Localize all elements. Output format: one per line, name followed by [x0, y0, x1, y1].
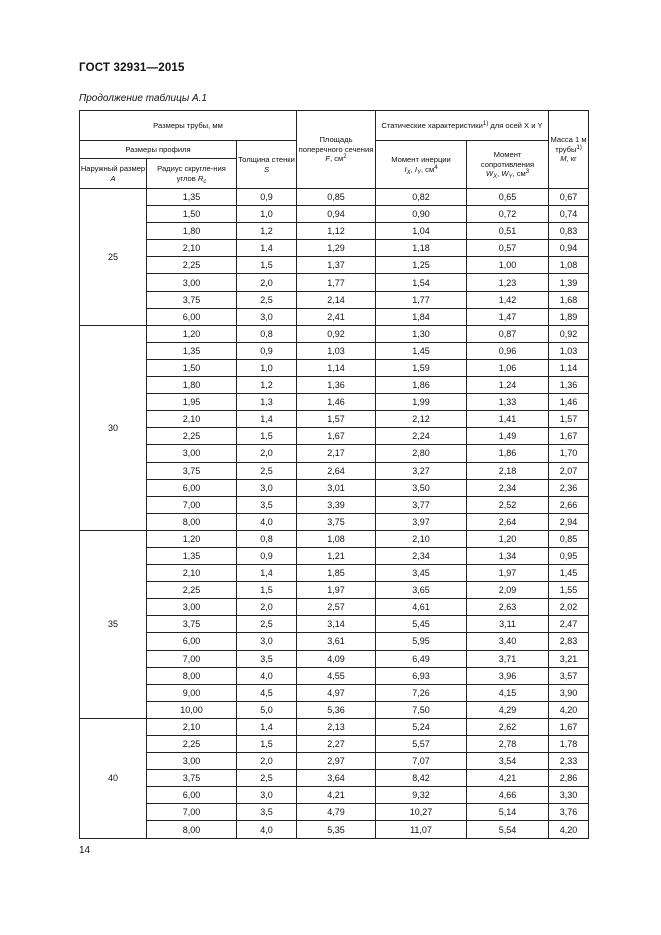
value-cell: 1,25 [376, 257, 467, 274]
value-cell: 3,65 [376, 582, 467, 599]
value-cell: 1,95 [147, 394, 237, 411]
value-cell: 5,35 [297, 821, 376, 838]
table-row [80, 308, 589, 325]
value-cell: 6,00 [147, 479, 237, 496]
value-cell: 1,55 [549, 582, 589, 599]
header-corner-radius: Радиус скругле-ния углов $R_c$ [147, 159, 237, 189]
value-cell: 2,34 [376, 547, 467, 564]
value-cell: 4,5 [237, 684, 297, 701]
value-cell: 2,78 [467, 736, 549, 753]
value-cell: 4,0 [237, 667, 297, 684]
value-cell: 3,75 [147, 291, 237, 308]
value-cell: 1,08 [549, 257, 589, 274]
table-row [80, 633, 589, 650]
value-cell: 1,4 [237, 411, 297, 428]
value-cell: 3,5 [237, 496, 297, 513]
value-cell: 1,36 [297, 377, 376, 394]
table-caption: Продолжение таблицы А.1 [79, 93, 207, 104]
value-cell: 8,00 [147, 513, 237, 530]
header-profile-dimensions: Размеры профиля [80, 141, 237, 159]
value-cell: 3,71 [467, 650, 549, 667]
value-cell: 3,96 [467, 667, 549, 684]
value-cell: 1,77 [297, 274, 376, 291]
value-cell: 3,11 [467, 616, 549, 633]
value-cell: 10,27 [376, 804, 467, 821]
table-row [80, 736, 589, 753]
value-cell: 2,17 [297, 445, 376, 462]
value-cell: 2,5 [237, 462, 297, 479]
value-cell: 2,07 [549, 462, 589, 479]
value-cell: 1,46 [549, 394, 589, 411]
value-cell: 2,57 [297, 599, 376, 616]
value-cell: 0,94 [549, 240, 589, 257]
value-cell: 3,27 [376, 462, 467, 479]
value-cell: 1,67 [297, 428, 376, 445]
table-row [80, 462, 589, 479]
value-cell: 0,57 [467, 240, 549, 257]
value-cell: 1,85 [297, 565, 376, 582]
value-cell: 3,14 [297, 616, 376, 633]
value-cell: 2,5 [237, 291, 297, 308]
value-cell: 10,00 [147, 701, 237, 718]
value-cell: 6,00 [147, 308, 237, 325]
value-cell: 3,64 [297, 770, 376, 787]
value-cell: 7,00 [147, 650, 237, 667]
value-cell: 8,00 [147, 667, 237, 684]
value-cell: 3,0 [237, 787, 297, 804]
table-row [80, 787, 589, 804]
value-cell: 1,12 [297, 223, 376, 240]
value-cell: 3,0 [237, 308, 297, 325]
table-row [80, 377, 589, 394]
value-cell: 2,62 [467, 718, 549, 735]
value-cell: 1,78 [549, 736, 589, 753]
value-cell: 3,75 [147, 462, 237, 479]
value-cell: 1,20 [467, 530, 549, 547]
value-cell: 5,36 [297, 701, 376, 718]
value-cell: 0,51 [467, 223, 549, 240]
table-row [80, 684, 589, 701]
table-row [80, 445, 589, 462]
outer-size-cell: 30 [80, 325, 147, 530]
table-row [80, 223, 589, 240]
value-cell: 0,74 [549, 206, 589, 223]
header-outer-size: Наружный размер A [80, 159, 147, 189]
value-cell: 0,8 [237, 325, 297, 342]
page-number: 14 [79, 845, 91, 856]
value-cell: 2,27 [297, 736, 376, 753]
value-cell: 9,00 [147, 684, 237, 701]
value-cell: 4,97 [297, 684, 376, 701]
value-cell: 2,52 [467, 496, 549, 513]
value-cell: 1,54 [376, 274, 467, 291]
value-cell: 2,25 [147, 428, 237, 445]
value-cell: 3,00 [147, 445, 237, 462]
table-row [80, 274, 589, 291]
value-cell: 4,21 [297, 787, 376, 804]
value-cell: 1,14 [297, 359, 376, 376]
value-cell: 3,30 [549, 787, 589, 804]
value-cell: 1,45 [549, 565, 589, 582]
value-cell: 1,4 [237, 718, 297, 735]
value-cell: 0,72 [467, 206, 549, 223]
value-cell: 4,15 [467, 684, 549, 701]
value-cell: 1,80 [147, 377, 237, 394]
value-cell: 1,36 [549, 377, 589, 394]
value-cell: 4,0 [237, 821, 297, 838]
value-cell: 1,47 [467, 308, 549, 325]
value-cell: 1,0 [237, 359, 297, 376]
table-row [80, 359, 589, 376]
value-cell: 6,00 [147, 633, 237, 650]
value-cell: 1,59 [376, 359, 467, 376]
table-row [80, 701, 589, 718]
outer-size-cell: 40 [80, 718, 147, 838]
value-cell: 1,2 [237, 223, 297, 240]
value-cell: 3,5 [237, 804, 297, 821]
value-cell: 3,75 [147, 770, 237, 787]
table-row [80, 291, 589, 308]
value-cell: 2,5 [237, 770, 297, 787]
value-cell: 2,12 [376, 411, 467, 428]
value-cell: 1,80 [147, 223, 237, 240]
value-cell: 6,93 [376, 667, 467, 684]
value-cell: 1,45 [376, 342, 467, 359]
value-cell: 1,20 [147, 325, 237, 342]
outer-size-cell: 25 [80, 189, 147, 326]
value-cell: 1,34 [467, 547, 549, 564]
value-cell: 2,86 [549, 770, 589, 787]
value-cell: 4,61 [376, 599, 467, 616]
value-cell: 3,54 [467, 753, 549, 770]
value-cell: 1,67 [549, 718, 589, 735]
value-cell: 5,0 [237, 701, 297, 718]
value-cell: 1,5 [237, 428, 297, 445]
value-cell: 2,36 [549, 479, 589, 496]
value-cell: 2,47 [549, 616, 589, 633]
value-cell: 8,42 [376, 770, 467, 787]
table-row [80, 428, 589, 445]
value-cell: 2,0 [237, 445, 297, 462]
table-row [80, 479, 589, 496]
value-cell: 0,65 [467, 189, 549, 206]
value-cell: 2,09 [467, 582, 549, 599]
value-cell: 4,29 [467, 701, 549, 718]
value-cell: 0,92 [549, 325, 589, 342]
value-cell: 1,50 [147, 359, 237, 376]
value-cell: 7,26 [376, 684, 467, 701]
table-row [80, 257, 589, 274]
value-cell: 5,57 [376, 736, 467, 753]
value-cell: 3,50 [376, 479, 467, 496]
value-cell: 1,84 [376, 308, 467, 325]
value-cell: 2,13 [297, 718, 376, 735]
value-cell: 4,66 [467, 787, 549, 804]
value-cell: 1,41 [467, 411, 549, 428]
value-cell: 4,20 [549, 821, 589, 838]
value-cell: 7,00 [147, 496, 237, 513]
value-cell: 1,04 [376, 223, 467, 240]
value-cell: 4,09 [297, 650, 376, 667]
value-cell: 0,85 [297, 189, 376, 206]
value-cell: 3,0 [237, 633, 297, 650]
value-cell: 3,0 [237, 479, 297, 496]
table-row [80, 547, 589, 564]
table-row [80, 753, 589, 770]
value-cell: 0,9 [237, 342, 297, 359]
value-cell: 1,5 [237, 582, 297, 599]
header-moment-inertia: Момент инерции $I_X$, $I_Y$, $см^4$ [376, 141, 467, 189]
value-cell: 1,4 [237, 565, 297, 582]
value-cell: 3,00 [147, 599, 237, 616]
value-cell: 2,41 [297, 308, 376, 325]
value-cell: 6,49 [376, 650, 467, 667]
value-cell: 0,85 [549, 530, 589, 547]
value-cell: 1,86 [467, 445, 549, 462]
table-row [80, 770, 589, 787]
table-row [80, 394, 589, 411]
value-cell: 4,79 [297, 804, 376, 821]
value-cell: 2,33 [549, 753, 589, 770]
table-row [80, 650, 589, 667]
value-cell: 0,95 [549, 547, 589, 564]
value-cell: 1,37 [297, 257, 376, 274]
value-cell: 0,94 [297, 206, 376, 223]
value-cell: 1,03 [297, 342, 376, 359]
value-cell: 1,68 [549, 291, 589, 308]
document-code: ГОСТ 32931—2015 [79, 62, 185, 74]
value-cell: 1,06 [467, 359, 549, 376]
value-cell: 2,10 [147, 240, 237, 257]
value-cell: 7,50 [376, 701, 467, 718]
value-cell: 1,70 [549, 445, 589, 462]
value-cell: 1,35 [147, 342, 237, 359]
value-cell: 2,66 [549, 496, 589, 513]
value-cell: 0,67 [549, 189, 589, 206]
value-cell: 1,23 [467, 274, 549, 291]
value-cell: 3,75 [147, 616, 237, 633]
value-cell: 0,9 [237, 547, 297, 564]
value-cell: 2,94 [549, 513, 589, 530]
value-cell: 2,0 [237, 753, 297, 770]
value-cell: 0,8 [237, 530, 297, 547]
value-cell: 1,21 [297, 547, 376, 564]
value-cell: 1,77 [376, 291, 467, 308]
value-cell: 3,90 [549, 684, 589, 701]
value-cell: 1,99 [376, 394, 467, 411]
value-cell: 1,86 [376, 377, 467, 394]
table-row [80, 667, 589, 684]
value-cell: 5,95 [376, 633, 467, 650]
value-cell: 1,4 [237, 240, 297, 257]
value-cell: 1,57 [549, 411, 589, 428]
value-cell: 1,42 [467, 291, 549, 308]
value-cell: 1,33 [467, 394, 549, 411]
value-cell: 3,21 [549, 650, 589, 667]
value-cell: 1,97 [467, 565, 549, 582]
value-cell: 9,32 [376, 787, 467, 804]
value-cell: 0,92 [297, 325, 376, 342]
value-cell: 0,9 [237, 189, 297, 206]
value-cell: 3,01 [297, 479, 376, 496]
value-cell: 2,10 [147, 565, 237, 582]
value-cell: 1,97 [297, 582, 376, 599]
value-cell: 3,45 [376, 565, 467, 582]
value-cell: 4,55 [297, 667, 376, 684]
value-cell: 0,87 [467, 325, 549, 342]
table-row [80, 411, 589, 428]
value-cell: 1,2 [237, 377, 297, 394]
value-cell: 1,20 [147, 530, 237, 547]
value-cell: 0,96 [467, 342, 549, 359]
value-cell: 3,00 [147, 753, 237, 770]
value-cell: 1,89 [549, 308, 589, 325]
value-cell: 8,00 [147, 821, 237, 838]
value-cell: 5,45 [376, 616, 467, 633]
value-cell: 1,29 [297, 240, 376, 257]
value-cell: 1,0 [237, 206, 297, 223]
table-row [80, 206, 589, 223]
table-row [80, 804, 589, 821]
value-cell: 1,46 [297, 394, 376, 411]
value-cell: 5,54 [467, 821, 549, 838]
value-cell: 5,14 [467, 804, 549, 821]
value-cell: 3,39 [297, 496, 376, 513]
value-cell: 1,5 [237, 736, 297, 753]
value-cell: 3,77 [376, 496, 467, 513]
value-cell: 2,63 [467, 599, 549, 616]
table-row [80, 342, 589, 359]
value-cell: 2,83 [549, 633, 589, 650]
value-cell: 4,21 [467, 770, 549, 787]
value-cell: 2,64 [297, 462, 376, 479]
value-cell: 1,49 [467, 428, 549, 445]
value-cell: 2,5 [237, 616, 297, 633]
value-cell: 3,75 [297, 513, 376, 530]
table-row [80, 530, 589, 547]
value-cell: 2,24 [376, 428, 467, 445]
value-cell: 2,02 [549, 599, 589, 616]
value-cell: 3,5 [237, 650, 297, 667]
table-row [80, 325, 589, 342]
value-cell: 7,00 [147, 804, 237, 821]
table-row [80, 821, 589, 838]
table-row [80, 496, 589, 513]
value-cell: 1,57 [297, 411, 376, 428]
header-moment-resistance: Момент сопротивления $W_X$, $W_Y$, $см^3$ [467, 141, 549, 189]
value-cell: 3,40 [467, 633, 549, 650]
table-row [80, 240, 589, 257]
value-cell: 2,97 [297, 753, 376, 770]
table-row [80, 718, 589, 735]
value-cell: 2,10 [376, 530, 467, 547]
value-cell: 2,80 [376, 445, 467, 462]
value-cell: 1,14 [549, 359, 589, 376]
value-cell: 1,35 [147, 547, 237, 564]
value-cell: 1,3 [237, 394, 297, 411]
value-cell: 3,97 [376, 513, 467, 530]
table-row [80, 599, 589, 616]
value-cell: 1,5 [237, 257, 297, 274]
table-row [80, 513, 589, 530]
value-cell: 1,08 [297, 530, 376, 547]
value-cell: 1,03 [549, 342, 589, 359]
value-cell: 1,39 [549, 274, 589, 291]
value-cell: 3,76 [549, 804, 589, 821]
value-cell: 1,00 [467, 257, 549, 274]
value-cell: 3,61 [297, 633, 376, 650]
outer-size-cell: 35 [80, 530, 147, 718]
value-cell: 2,18 [467, 462, 549, 479]
header-mass: Масса 1 м трубы$^{1)}$ M, кг [549, 111, 589, 189]
header-static-characteristics: Статические характеристики$^{1)}$ для осей X и Y [376, 111, 549, 141]
value-cell: 2,14 [297, 291, 376, 308]
value-cell: 4,0 [237, 513, 297, 530]
value-cell: 0,83 [549, 223, 589, 240]
value-cell: 2,10 [147, 411, 237, 428]
value-cell: 2,25 [147, 736, 237, 753]
value-cell: 1,24 [467, 377, 549, 394]
header-pipe-dimensions: Размеры трубы, мм [80, 111, 297, 141]
table-row [80, 582, 589, 599]
header-wall-thickness: Толщина стенки S [237, 141, 297, 189]
value-cell: 5,24 [376, 718, 467, 735]
value-cell: 2,0 [237, 599, 297, 616]
value-cell: 2,25 [147, 582, 237, 599]
value-cell: 2,34 [467, 479, 549, 496]
value-cell: 0,90 [376, 206, 467, 223]
value-cell: 3,57 [549, 667, 589, 684]
table-row [80, 189, 589, 206]
value-cell: 1,35 [147, 189, 237, 206]
pipe-properties-table [79, 110, 589, 839]
value-cell: 3,00 [147, 274, 237, 291]
table-body [80, 189, 589, 839]
value-cell: 2,10 [147, 718, 237, 735]
value-cell: 4,20 [549, 701, 589, 718]
value-cell: 2,64 [467, 513, 549, 530]
value-cell: 1,50 [147, 206, 237, 223]
value-cell: 7,07 [376, 753, 467, 770]
value-cell: 1,30 [376, 325, 467, 342]
table-row [80, 616, 589, 633]
value-cell: 1,67 [549, 428, 589, 445]
value-cell: 1,18 [376, 240, 467, 257]
value-cell: 6,00 [147, 787, 237, 804]
value-cell: 0,82 [376, 189, 467, 206]
header-area: Площадь поперечного сечения F, $см^2$ [297, 111, 376, 189]
value-cell: 2,25 [147, 257, 237, 274]
table-row [80, 565, 589, 582]
value-cell: 2,0 [237, 274, 297, 291]
value-cell: 11,07 [376, 821, 467, 838]
